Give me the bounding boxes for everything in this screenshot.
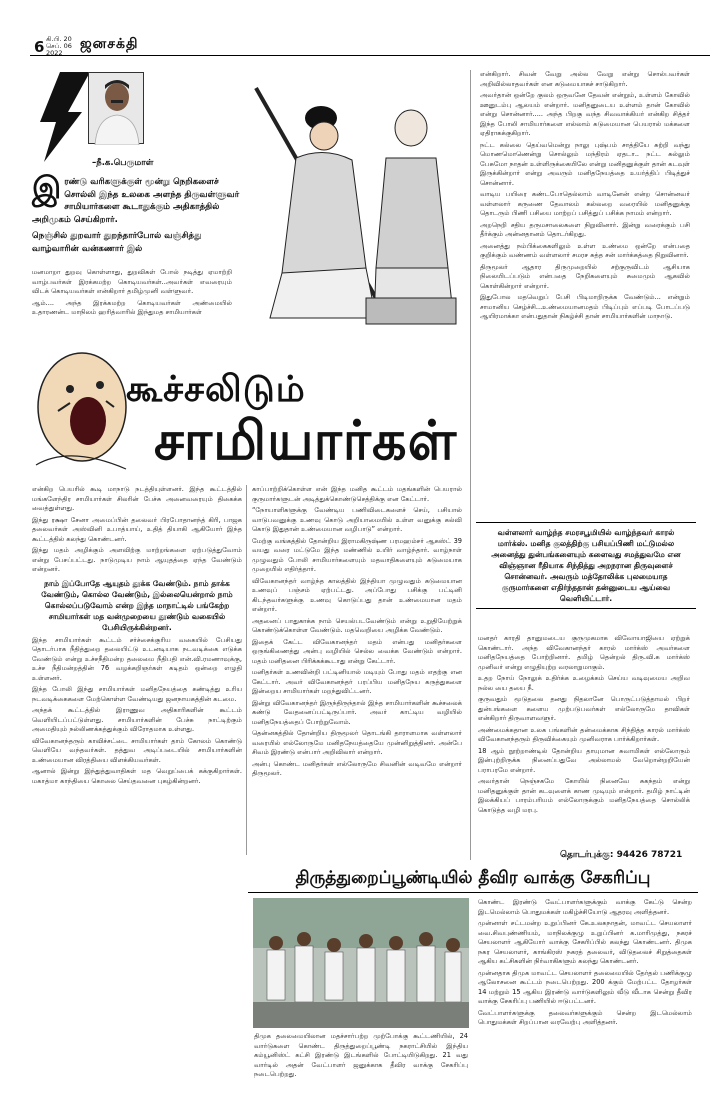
author-photo [88,72,144,144]
paragraph: “நோயாளிகளுக்கு வேண்டிய பணிவிடைகளைச் செய், பசியால் வாடுபவனுக்கு உணவு கொடு அறியாமையில் உள்ள வனுக்கு கல்வி கொடு இதுதான் உண்மையான வழிபாடு” என்றார். [252,506,462,533]
newspaper-name: ஜனசக்தி [80,36,139,52]
paragraph: அனைத்து நம்பிக்கைகளிலும் உள்ள உண்மை ஒன்றே என்பதை குறிக்கும் வண்ணம் வள்ளலார் சமரச சுத்த சன் மார்க்கத்தை நிறுவினார். [480,241,690,259]
paragraph: தென்னகத்தில் தோன்றிய திருமூலர் தொடங்கி தாராளமாக வள்ளலார் வரையில் எல்லோருமே மனிதநேயத்தையே முன்னிறுத்தினர். அன்பே சிவம் இரண்டு என்பார் அறிவிலார் என்றார். [252,729,462,756]
lede-text: ரண்டு வரிகளுக்குள் மூன்று நெறிகளைச் சொல்லி இந்த உலகை அளந்த திருவள்ளுவர் சாமியார்களை கூடாதுக்கும் அதிகாத்தில் அறிமுகம் செய்கிறார். [32,177,240,225]
paragraph: இந்த போலி இந்து சாமியார்கள் மனிதநேயத்தை கண்டித்து உரிய நடவடிக்கைகளை மேற்கொள்ள வேண்டியது ஜனநாயகத்தின் கடமை. [32,685,242,703]
screaming-face-illustration [30,345,130,475]
column-divider [246,485,247,855]
paragraph: விவேகானந்தரும் காவிச்சட்டை சாமியார்கள் தாம் கோலம் கொண்டு வெளியே வந்தவர்கள். தத்துவ அடிப்படையில் சாமியார்களின் உண்மையான விரத்தியை விளக்கியவர்கள். [32,736,242,764]
article-column-right-bottom [478,634,690,846]
paragraph: முன்னாள் சட்டமன்ற உறுப்பினர் கே.உலகநாதன், மாவட்ட செயலாளர் வை.சிவபுண்ணியம், மாநிலக்குழு உறுப்பினர் க.மாரிமுத்து, நகரச் செயலாளர் ஆகியோர் வாக்கு சேகரிப்பில் கலந்து கொண்டனர். திமுக நகர செயலாளர், காங்கிரஸ் நகரத் தலைவர், விடுதலைச் சிறுத்தைகள் ஆகிய கட்சிகளின் நிர்வாகிகளும் கலந்து கொண்டனர். [478,919,692,965]
article-column-left [32,485,242,1050]
paragraph: முன்னதாக திமுக மாவட்ட செயலாளர் தலைமையில் தேர்தல் பணிக்குழு ஆலோசனை கூட்டம் நடைபெற்றது. 200 க்கும் மேற்பட்ட தோழர்கள் 14 மற்றும் 15 ஆகிய இரண்டு வார்டுகளிலும் வீடு வீடாக சென்று தீவிர வாக்கு சேகரிப்பு பணியில் ஈடுபட்டனர். [478,968,692,1005]
cartoon-illustration [226,68,466,330]
masthead [0,0,723,60]
paragraph: என்கிறார். சிவன் வேறு அல்ல வேறு என்று சொல்பவர்கள் அறிவில்லாதவர்கள் என கடுமையாகச் சாடுகிறார். [480,70,690,88]
paragraph: இந்து ரக்ஷா சேனா அமைப்பின் தலைவர் பிரபோதானந்த் கிரி, பாஜக தலைவர்கள் அஸ்வினி உபாத்யாய், உதித் தியாகி ஆகியோர் இந்த கூட்டத்தில் கலந்து கொண்டனர். [32,515,242,543]
paragraph: அவர்தான் ஒன்றே குலம் ஒருவனே தேவன் என்றும், உள்ளம் கோவில் ஊனுடம்பு ஆலயம் என்றார். மனிதனுடைய உள்ளம் தான் கோவில் என்று சொன்னார்..... அந்த பிறகு வந்த சிவவாக்கியர் என்கிற சித்தர் இந்த போலி சாமியார்களை எல்லாம் கடுமையான பெயரால் மக்களை ஏதிராகக்குகிறார். [480,91,690,137]
paragraph: இந்த சாமியார்கள் கூட்டம் சர்ச்சைக்குரிய வகையில் பேசியது தொடர்பாக நீதித்துறை தலையிட்டு உடனடியாக நடவடிக்கை எடுக்க வேண்டும் என்று உச்சநீதிமன்ற தலைமை நீதிபதி என்.வி.ரமணாவுக்கு, உச்ச நீதிமன்றத்தின் 76 வழக்கறிஞர்கள் கடிதம் ஒன்றை எழுதி உள்ளனர். [32,635,242,682]
date-line: செப். 06 [46,42,72,50]
paragraph: நட்ட கல்லை தெய்வமென்று நாலு புஷ்பம் சாத்தியே சுற்றி வந்து மொணமொணென்று சொல்லும் மந்திரம் ஏதடா.. நட்ட கல்லும் பேசுமோ நாதன் உள்ளிருக்கையிலே என்று மனிதனுக்குள் தான் கடவுள் இருக்கின்றார் என்று அவரும் மனிதநேயத்தை உயர்த்திப் பிடித்துச் சொன்னார். [480,140,690,187]
news-headline: திருத்துறைப்பூண்டியில் தீவிர வாக்கு சேகரிப்பு [295,868,651,888]
lede-quote: நெஞ்சில் துறவார் துறந்தார்போல் வஞ்சித்து வாழ்வாரின் வன்கணார் இல் [32,231,202,254]
headline-line-2: சாமியார்கள் [154,408,458,472]
paragraph: என்கிற பெயரில் கூடி மாநாடு நடத்தியுள்ளனர். இந்த கூட்டத்தில் மங்களேந்திர சாமியார்கள் சிலரின் பேச்சு அனைவரையும் திகைக்க வைத்துள்ளது. [32,485,242,512]
campaign-photo [253,898,469,1028]
article-column-right-top [480,70,690,510]
paragraph: காப்பாற்றிக்கொள்ள என் இந்த மனித கூட்டம் மதங்களின் பெயரால் குருமார்களுடன் அடித்துக்கொண்டுசெத்திக்கு என கேட்டார். [252,485,462,503]
author-name: –நீ.க.பெருமாள் [92,158,154,168]
paragraph: மனிதர்கள் உணவின்றி பட்டினியால் மடியும் போது மதம் எதற்கு என கேட்டார். அவர் விவேகானந்தர் பரப்பிய மனிதநேய கருத்துகளை இன்றைய சாமியார்கள் மறந்துவிட்டனர். [252,668,462,695]
page-number: 6 [34,38,45,56]
paragraph: ஆம்.... அந்த இரக்கமற்ற கொடியவர்கள் அண்மையில் உதாரணன்ட மாநிலம் ஹரித்வாரில் இந்துமத சாமியார்கள் [32,298,232,316]
paragraph: கொண்ட இரண்டு வேட்பாளர்களுக்கும் வாக்கு கேட்டு சென்ற இடமெல்லாம் பொதுமக்கள் மகிழ்ச்சியோடு ஆதரவு அளித்தனர். [478,898,692,916]
paragraph: மனமாறா துறவு கொள்ளாது, துறவிகள் போல் நடித்து ஏமாற்றி வாழ்பவர்கள் இரக்கமற்ற கொடியவர்கள்..அவர்கள் எவரையும் விடக் கொடியவர்கள் என்கிறார் தமிழ்முனி வள்ளுவர். [32,268,232,295]
date-line: 2022 [46,49,63,57]
paragraph: 18 ஆம் நூற்றாண்டில் தோன்றிய தாயுமான சுவாமிகள் எல்லோரும் இன்புற்றிருக்க நினைப்பதுவே அல்லாமல் வேறொன்றறியேன் பராபரமே என்றார். [478,746,690,774]
paragraph: உதற நோய் நோலுக் உதிர்க்க உழைக்கம் செய்ய வடிவுமைய அறிவ நல்ல யை தயை நீ. [478,674,690,692]
paragraph: அவர்தான் நெஞ்சகமே கோயில் நினைவே சுகந்தம் என்று மனிதனுக்குள் தான் கடவுளைக் காண முடியும் என்றார். தமிழ் நாட்டின் இலக்கியப் பாரம்பரியம் எல்லோருக்கும் மனிதநேயத்தை சொல்லிக் கொடுத்த வழி மரபு. [478,777,690,814]
paragraph: அதனைப் பாதுகாக்க நாம் செயல்படவேண்டும் என்று உறுதியேற்றுக் கொண்டுக்கொள்ள வேண்டும். மதவெறியை அழிக்க வேண்டும். [252,616,462,634]
pull-quote: நாம் இப்போதே ஆயுதம் தூக்க வேண்டும். நாம் தாக்க வேண்டும், கொல்ல வேண்டும், இல்லையென்றால் நாம் கொல்லப்படுவோம் என்ற இந்த மாநாட்டில் பங்கேற்ற சாமியார்கள் மத வன்முறையை தூண்டும் வகையில் பேசியிருக்கின்றனர். [41,578,233,632]
lightning-icon [30,72,90,162]
paragraph: இந்து மதம் அழிக்கும் அளவிற்கு மாற்றங்களை ஏற்படுத்துவோம் என்று பேசப்பட்டது. நாடுமுடிய நாம் ஆயுதத்தை ஏந்த வேண்டும் என்றனர். [32,546,242,573]
paragraph: இதுபோல மதவெறுப் பேசி பிடிமாறிருக்க வேண்டும்... என்றும் சாமானிய செழ்ச்சி...உண்மையானமதம் பிடிப்பும் எப்படி போடப்படு ஆயிரமாக்கா என்பதுதான் நிகழ்ச்சி தான் சாமியார்களின் மாநாடு. [480,293,690,320]
author-portrait-icon [89,73,145,145]
column-divider [470,70,471,860]
paragraph: வேட்பாளர்களுக்கு தலைவர்களுக்கும் சென்ற இடமெல்லாம் பொதுமக்கள் சிறப்பான வரவேற்பு அளித்தனர். [478,1008,692,1026]
issue-date [46,36,76,57]
paragraph: அண்மைக்கதான உலக பங்களின் தன்மைக்காக சிந்தித்த காரல் மார்க்ஸ் விவேகானந்தரும் திருவிக்கையும் முனிவராக பார்க்கிறார்கள். [478,725,690,743]
paragraph: திருமூலர் ஆதார திருமுறையில் சற்குருவிடம் ஆசியாக நிலையிடப்படும் என்பதை நேறிகளையும் சுமைமும் ஆகவில் கொள்கின்றார் என்றார். [480,262,690,290]
contact-number: தொடர்புக்கு: 94426 78721 [560,850,683,860]
paragraph: அறநெறி சதிய தருமசாலைகளை நிறுவினார். இன்று வரைக்கும் பசி தீர்க்கும் அன்னதானம் தொடர்கிறது. [480,220,690,238]
paragraph: விவேகானந்தர் வாழ்ந்த காலத்தில் இந்தியா முழுவதும் கடுமையான உணவுப் பஞ்சம் ஏற்பட்டது. அப்போது பசிக்கு பட்டினி கிடந்தவர்களுக்கு உணவு கொடுப்பது தான் உண்மையான மதம் என்றார். [252,576,462,613]
drop-cap: இ [32,171,62,206]
masthead-rule [30,55,710,56]
paragraph: இன்று விவேகானந்தர் இருந்திருந்தால் இந்த சாமியார்களின் கூச்சலைக் கண்டு வேதனைப்பட்டிருப்பார். அவர் காட்டிய வழியில் மனிதநேயத்தைப் போற்றுவோம். [252,698,462,726]
news-text-left: திமுக தலைமையிலான மதச்சார்பற்ற முற்போக்கு கூட்டணியில், 24 வார்டுகளை கொண்ட திருத்துறைப்பூண்டி நகராட்சியில் இந்திய கம்யூனிஸ்ட் கட்சி இரண்டு இடங்களில் போட்டியிடுகிறது. 21 வது வார்டில் அதன் வேட்பாளர் ஜனுக்காக தீவிர வாக்கு சேகரிப்பு நடைபெற்றது. [254,1032,468,1078]
paragraph: வாடிய பயிரை கண்டபோதெல்லாம் வாடினேன் என்ற சொன்னவர் வள்ளலார் கருணை தேவாலம் கல்லறை வரையில் மனிதனுக்கு தொடரும் பிணி பசியை மாற்றப் பசித்துப் பசிக்க நாமம் என்றார். [480,190,690,217]
article-column-center [252,485,462,845]
news-text-right [478,898,692,1098]
paragraph: மனதர் காரதி தானுமடைய குருமுகமாக விவோயாஜியை ஏற்றுக் கொண்டார். அந்த விவேகானந்தர் காரல் மார்க்ஸ் அவர்களை மனிதநேயத்தை போற்றினார். தமிழ் தென்றல் திரு.வி.க மார்க்ஸ் முனிவர் என்று எழுதியுற்ற வரலாறுமாகும். [478,634,690,671]
pull-quote-box: வள்ளலார் வாழ்ந்த சமரசபூமியில் வாழ்ந்தவர் காரல் மார்க்ஸ். மனித குலத்திற்கு பசியப்பிணி மட்டுமல்ல அனைத்து துன்பங்களையும் களைவது சமத்துவமே என விஞ்ஞான ரீதியாக சிந்தித்து அறநரான திருவுளைச் சொன்னவர். அவரும் மத்தோலிக்க புலமையாத குருமார்களை எதிர்ந்ததான் தன்னுடைய ஆய்வை வெளியிட்டார். [476,522,696,609]
paragraph: அன்பு கொண்ட மனிதர்கள் எல்லோருமே சிவனின் வடிவமே என்றார் திருமூலர். [252,759,462,777]
paragraph: குருவதும் மூடுதலை தனது நிதலானே பொருட்படுத்தாமல் பிறர் துன்பங்களை களைய முற்படுபவர்கள் எல்லோருமே தாவிகள் என்கிறார் திருவாளவளுர். [478,695,690,722]
paragraph: மேற்கு வங்கத்தில் தோன்றிய இராமகிருஷ்ண பரமஹம்சர் ஆகஸ்ட் 39 வயது வரை மட்டுமே இந்த மண்ணில் உயிர் வாழ்ந்தார். வாழ்நாள் முழுவதும் போலி சாமியார்களையும் மதவாதிகளையும் கடுமையாக முறையில் எதிர்த்தார். [252,536,462,573]
headline-line-1: கூச்சலிடும் [126,368,306,410]
news-rule [248,892,698,893]
paragraph: ஆனால் இன்று இந்துத்துவாதிகள் மத வெறுப்பைக் கக்குகிறார்கள். மகாத்மா காந்தியை கொலை செய்தவனை புகழ்கின்றனர். [32,767,242,785]
paragraph: இதைக் கேட்ட விவேகானந்தர் மதம் என்பது மனிதர்களை ஒருங்கிணைத்து அன்பு வழியில் செல்ல வைக்க வேண்டும் என்றார். மதம் மனிதனை பிரிக்கக்கூடாது என்று கேட்டார். [252,637,462,665]
article-lede [32,171,242,255]
paragraph: அந்தக் கூட்டத்தில் இராணுவ அதிகாரிகளின் கூட்டம் வெளியிடப்பட்டுள்ளது. சாமியார்களின் பேச்சு நாட்டிற்கும் அமைதியும் நல்லிணக்கத்துக்கும் விரோதமாக உள்ளது. [32,706,242,733]
article-column-intro [32,268,232,344]
date-line: கி.பி. 20 [46,35,72,43]
